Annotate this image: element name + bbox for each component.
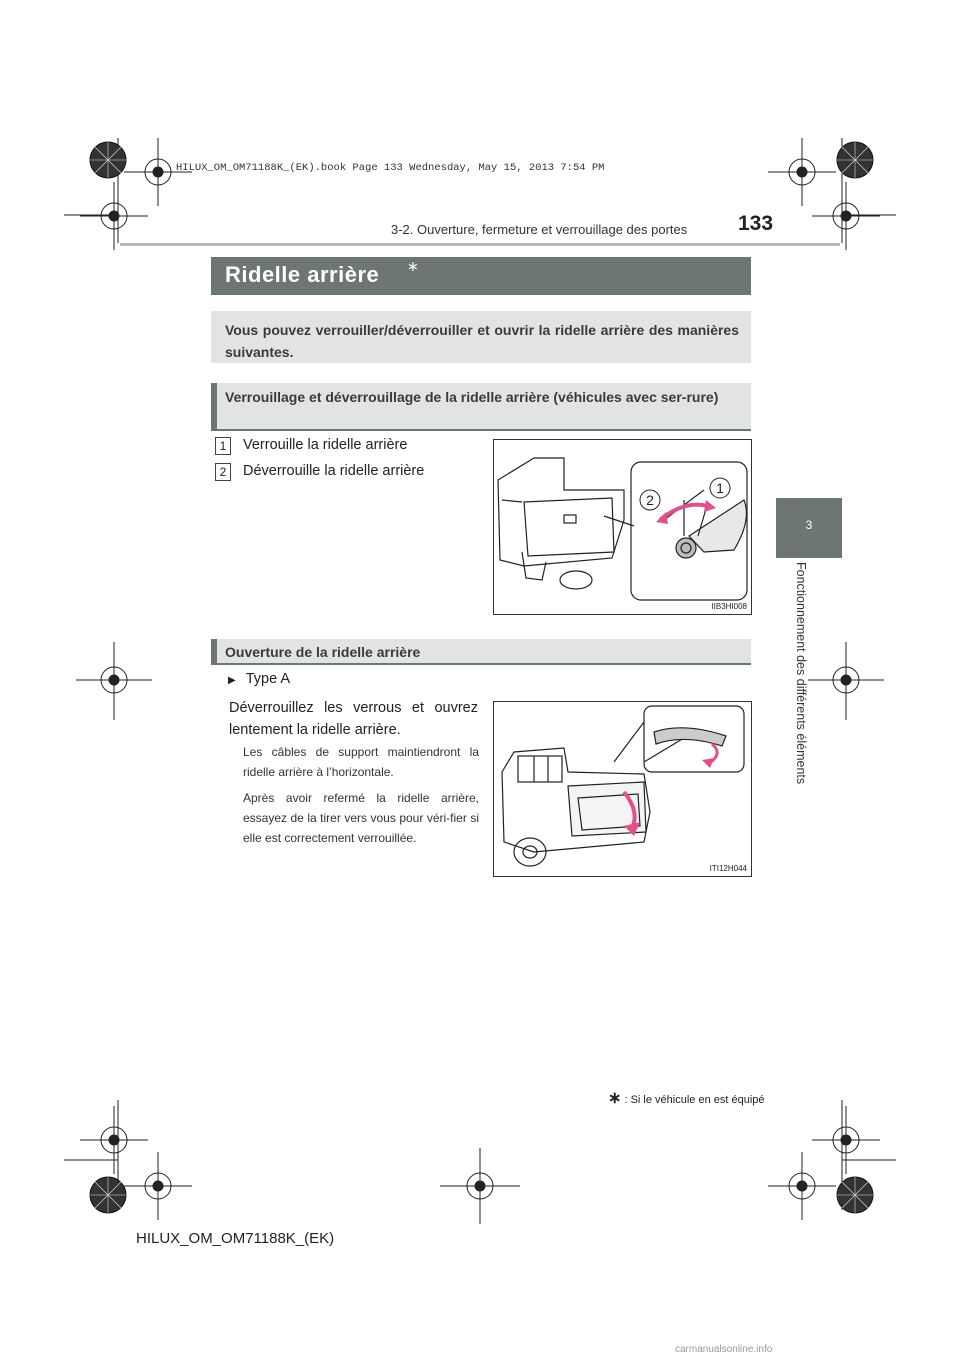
tailgate-lock-illustration xyxy=(494,440,751,614)
figure-label-2: 2 xyxy=(646,492,654,508)
chapter-number: 3 xyxy=(805,518,813,532)
figure-code: IIB3HI008 xyxy=(711,602,747,611)
tailgate-open-figure xyxy=(493,701,752,877)
print-stamp: HILUX_OM_OM71188K_(EK).book Page 133 Wednesday, May 15, 2013 7:54 PM xyxy=(176,162,605,174)
footnote xyxy=(608,1088,765,1108)
footnote-text: : Si le véhicule en est équipé xyxy=(624,1094,765,1106)
tailgate-lock-figure xyxy=(493,439,752,615)
figure-label-1: 1 xyxy=(716,480,724,496)
type-label-text: Type A xyxy=(245,671,291,687)
tailgate-open-illustration xyxy=(494,702,751,876)
instruction-text: Déverrouillez les verrous et ouvrez lentement la ridelle arrière. xyxy=(229,700,478,738)
page-title-bar xyxy=(211,257,751,295)
optional-equipment-star: ∗ xyxy=(407,258,419,274)
type-label xyxy=(228,671,290,687)
item-number: 1 xyxy=(215,437,231,455)
section-title: 3-2. Ouverture, fermeture et verrouillage des portes xyxy=(391,222,688,237)
footer-manual-code: HILUX_OM_OM71188K_(EK) xyxy=(136,1230,335,1247)
footnote-star: ∗ xyxy=(608,1090,622,1107)
note-text: Après avoir refermé la ridelle arrière, essayez de la tirer vers vous pour véri-fier si elle est correctement verrouillée. xyxy=(243,791,479,845)
item-number: 2 xyxy=(215,463,231,481)
item-text: Déverrouille la ridelle arrière xyxy=(243,463,425,479)
intro-text: Vous pouvez verrouiller/déverrouiller et ouvrir la ridelle arrière des manières suivantes. xyxy=(225,322,739,360)
figure-code: ITI12H044 xyxy=(709,864,747,873)
section-heading-lock xyxy=(211,383,751,431)
intro-box xyxy=(211,311,751,363)
item-text: Verrouille la ridelle arrière xyxy=(243,437,408,453)
note-text: Les câbles de support maintiendront la ridelle arrière à l’horizontale. xyxy=(243,745,479,779)
triangle-bullet-icon: ▶ xyxy=(228,675,236,686)
page-number: 133 xyxy=(738,212,774,235)
page-title: Ridelle arrière xyxy=(225,262,380,287)
header-rule xyxy=(120,243,840,246)
watermark: carmanualsonline.info xyxy=(675,1344,773,1355)
section-heading-text: Ouverture de la ridelle arrière xyxy=(225,644,421,660)
chapter-title: Fonctionnement des différents éléments xyxy=(794,562,808,785)
section-heading-text: Verrouillage et déverrouillage de la ridelle arrière (véhicules avec ser-rure) xyxy=(225,389,719,405)
section-heading-open xyxy=(211,639,751,665)
chapter-tab xyxy=(776,498,842,558)
